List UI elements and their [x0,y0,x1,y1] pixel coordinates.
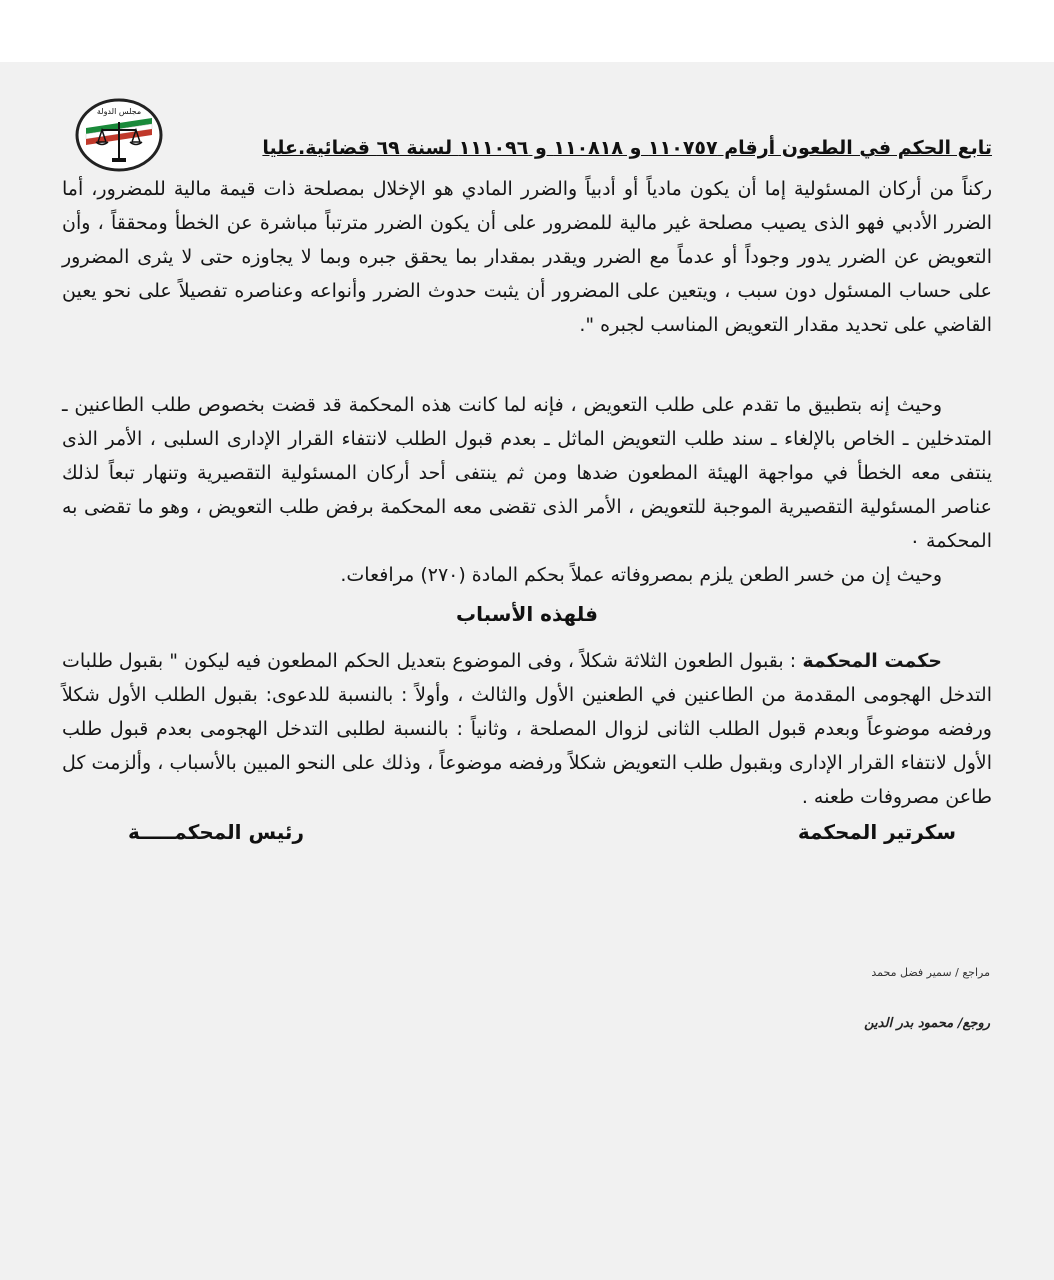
top-margin [0,0,1054,62]
ruling-text: : بقبول الطعون الثلاثة شكلاً ، وفى الموضوع بتعديل الحكم المطعون فيه ليكون " بقبول طلبات التدخل الهجومى المقدمة من الطاعنين في الطعنين الأول والثالث ، وأولاً : بالنسبة للدعوى: بقبول الطلب الأول شكلاً ورفضه موضوعاً وبعدم قبول الطلب الثانى لزوال المصلحة ، وثانياً : بالنسبة لطلبى التدخل الهجومى بعدم قبول طلب الأول لانتفاء القرار الإدارى وبقبول طلب التعويض شكلاً ورفضه موضوعاً ، وذلك على النحو المبين بالأسباب ، وألزمت كل طاعن مصروفات طعنه . [62,650,992,808]
president-signature-label: رئيس المحكمـــــة [128,820,304,844]
paragraph-liability: ركناً من أركان المسئولية إما أن يكون مادياً أو أدبياً والضرر المادي هو الإخلال بمصلحة ذات قيمة مالية للمضرور، أما الضرر الأدبي فهو الذى يصيب مصلحة غير مالية للمضرور على أن يكون الضرر مترتباً مباشرة عن الخطأ ومحققاً ، وأن التعويض عن الضرر يدور وجوداً أو عدماً مع الضرر ويقدر بمقدار بما يحقق جبره وبما لا يجاوزه حتى لا يثرى المضرور على حساب المسئول دون سبب ، ويتعين على المضرور أن يثبت حدوث الضرر وأنواعه وعناصره تفصيلاً على نحو يعين القاضي على تحديد مقدار التعويض المناسب لجبره ". [62,178,992,336]
reviewed-by-signature: روجع/ محمود بدر الدين [864,1016,990,1031]
case-header-title: تابع الحكم في الطعون أرقام ١١٠٧٥٧ و ١١٠٨١٨ و ١١١٠٩٦ لسنة ٦٩ قضائية.عليا [262,137,992,159]
reasons-heading: فلهذه الأسباب [456,602,598,626]
paragraph-costs: وحيث إن من خسر الطعن يلزم بمصروفاته عملاً بحكم المادة (٢٧٠) مرافعات. [340,564,942,586]
state-council-logo [74,98,164,172]
secretary-signature-label: سكرتير المحكمة [797,820,956,844]
logo-text: مجلس الدولة [96,107,142,116]
reviewer-note: مراجع / سمير فضل محمد [871,966,990,979]
paragraph-application: وحيث إنه بتطبيق ما تقدم على طلب التعويض ، فإنه لما كانت هذه المحكمة قد قضت بخصوص طلب الطاعنين ـ المتدخلين ـ الخاص بالإلغاء ـ سند طلب التعويض الماثل ـ بعدم قبول الطلب لانتفاء القرار الإدارى السلبى ، الأمر الذى ينتفى معه الخطأ في مواجهة الهيئة المطعون ضدها ومن ثم ينتفى أحد أركان المسئولية التقصيرية وتنهار تبعاً لذلك عناصر المسئولية التقصيرية الموجبة للتعويض ، الأمر الذى تقضى معه المحكمة برفض طلب التعويض ، وهو ما تقضى به المحكمة ٠ [62,394,992,552]
ruling-label: حكمت المحكمة [802,650,942,672]
ruling-paragraph [62,644,992,814]
